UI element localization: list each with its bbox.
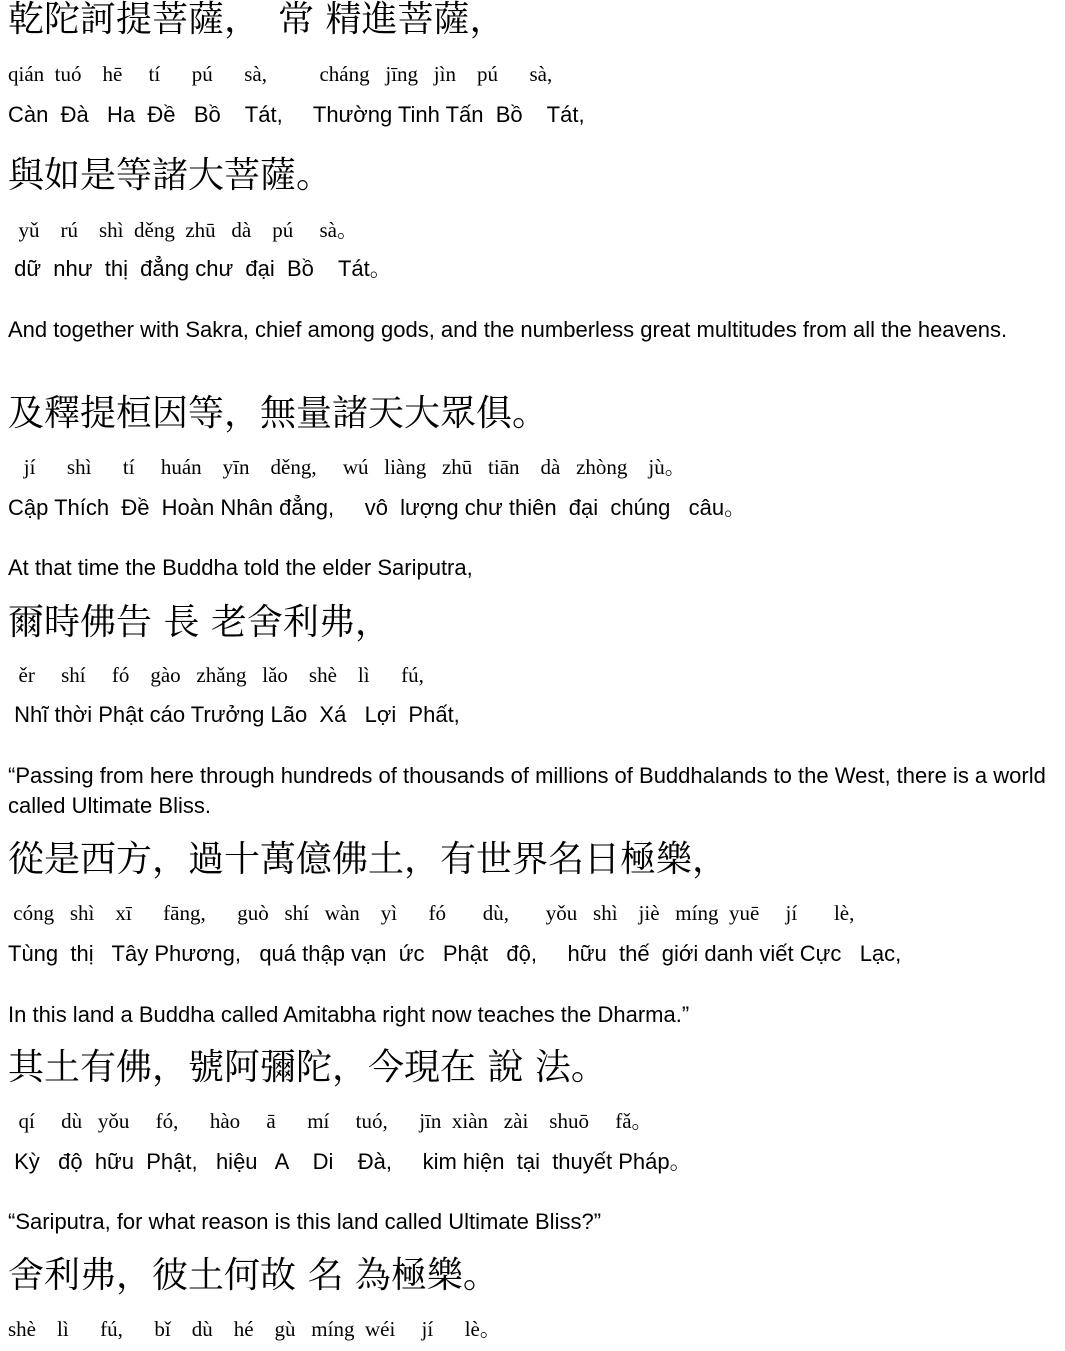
pinyin-line: qián tuó hē tí pú sà, cháng jīng jìn pú sà, <box>8 62 553 86</box>
vietnamese-line: dữ như thị đẳng chư đại Bồ Tát。 <box>8 256 392 281</box>
vietnamese-line: Càn Đà Ha Đề Bồ Tát, Thường Tinh Tấn Bồ Tát, <box>8 102 585 127</box>
chinese-line: 及釋提桓因等，無量諸天大眾俱。 <box>8 393 549 434</box>
english-translation: And together with Sakra, chief among gods, and the numberless great multitudes from all the heavens. <box>8 317 1008 342</box>
english-translation: “Sariputra, for what reason is this land called Ultimate Bliss?” <box>8 1209 602 1234</box>
vietnamese-line: Cập Thích Đề Hoàn Nhân đẳng, vô lượng chư thiên đại chúng câu。 <box>8 495 747 520</box>
pinyin-line: cóng shì xī fāng, guò shí wàn yì fó dù, yǒu shì jiè míng yuē jí lè, <box>8 901 855 925</box>
pinyin-line: jí shì tí huán yīn děng, wú liàng zhū tiān dà zhòng jù。 <box>8 455 686 479</box>
chinese-line: 與如是等諸大菩薩。 <box>8 155 333 196</box>
english-translation: At that time the Buddha told the elder Sariputra, <box>8 555 473 580</box>
vietnamese-line: Kỳ độ hữu Phật, hiệu A Di Đà, kim hiện tại thuyết Pháp。 <box>8 1149 692 1174</box>
pinyin-line: shè lì fú, bǐ dù hé gù míng wéi jí lè。 <box>8 1317 501 1341</box>
chinese-line: 乾陀訶提菩薩， 常 精進菩薩， <box>8 0 506 40</box>
pinyin-line: ěr shí fó gào zhǎng lǎo shè lì fú, <box>8 663 424 687</box>
chinese-line: 從是西方，過十萬億佛土，有世界名日極樂， <box>8 839 729 880</box>
vietnamese-line: Nhĩ thời Phật cáo Trưởng Lão Xá Lợi Phất, <box>8 702 460 727</box>
chinese-line: 其土有佛，號阿彌陀，今現在 說 法。 <box>8 1047 607 1088</box>
english-translation: “Passing from here through hundreds of thousands of millions of Buddhalands to the West, there is a world called Ultimate Bliss. <box>8 763 1046 818</box>
pinyin-line: yǔ rú shì děng zhū dà pú sà。 <box>8 218 358 242</box>
chinese-line: 爾時佛告 長 老舍利弗， <box>8 602 391 643</box>
chinese-line: 舍利弗，彼土何故 名 為極樂。 <box>8 1255 499 1296</box>
pinyin-line: qí dù yǒu fó, hào ā mí tuó, jīn xiàn zài shuō fǎ。 <box>8 1109 653 1133</box>
english-translation: In this land a Buddha called Amitabha right now teaches the Dharma.” <box>8 1002 690 1027</box>
vietnamese-line: Tùng thị Tây Phương, quá thập vạn ức Phật độ, hữu thế giới danh viết Cực Lạc, <box>8 941 902 966</box>
